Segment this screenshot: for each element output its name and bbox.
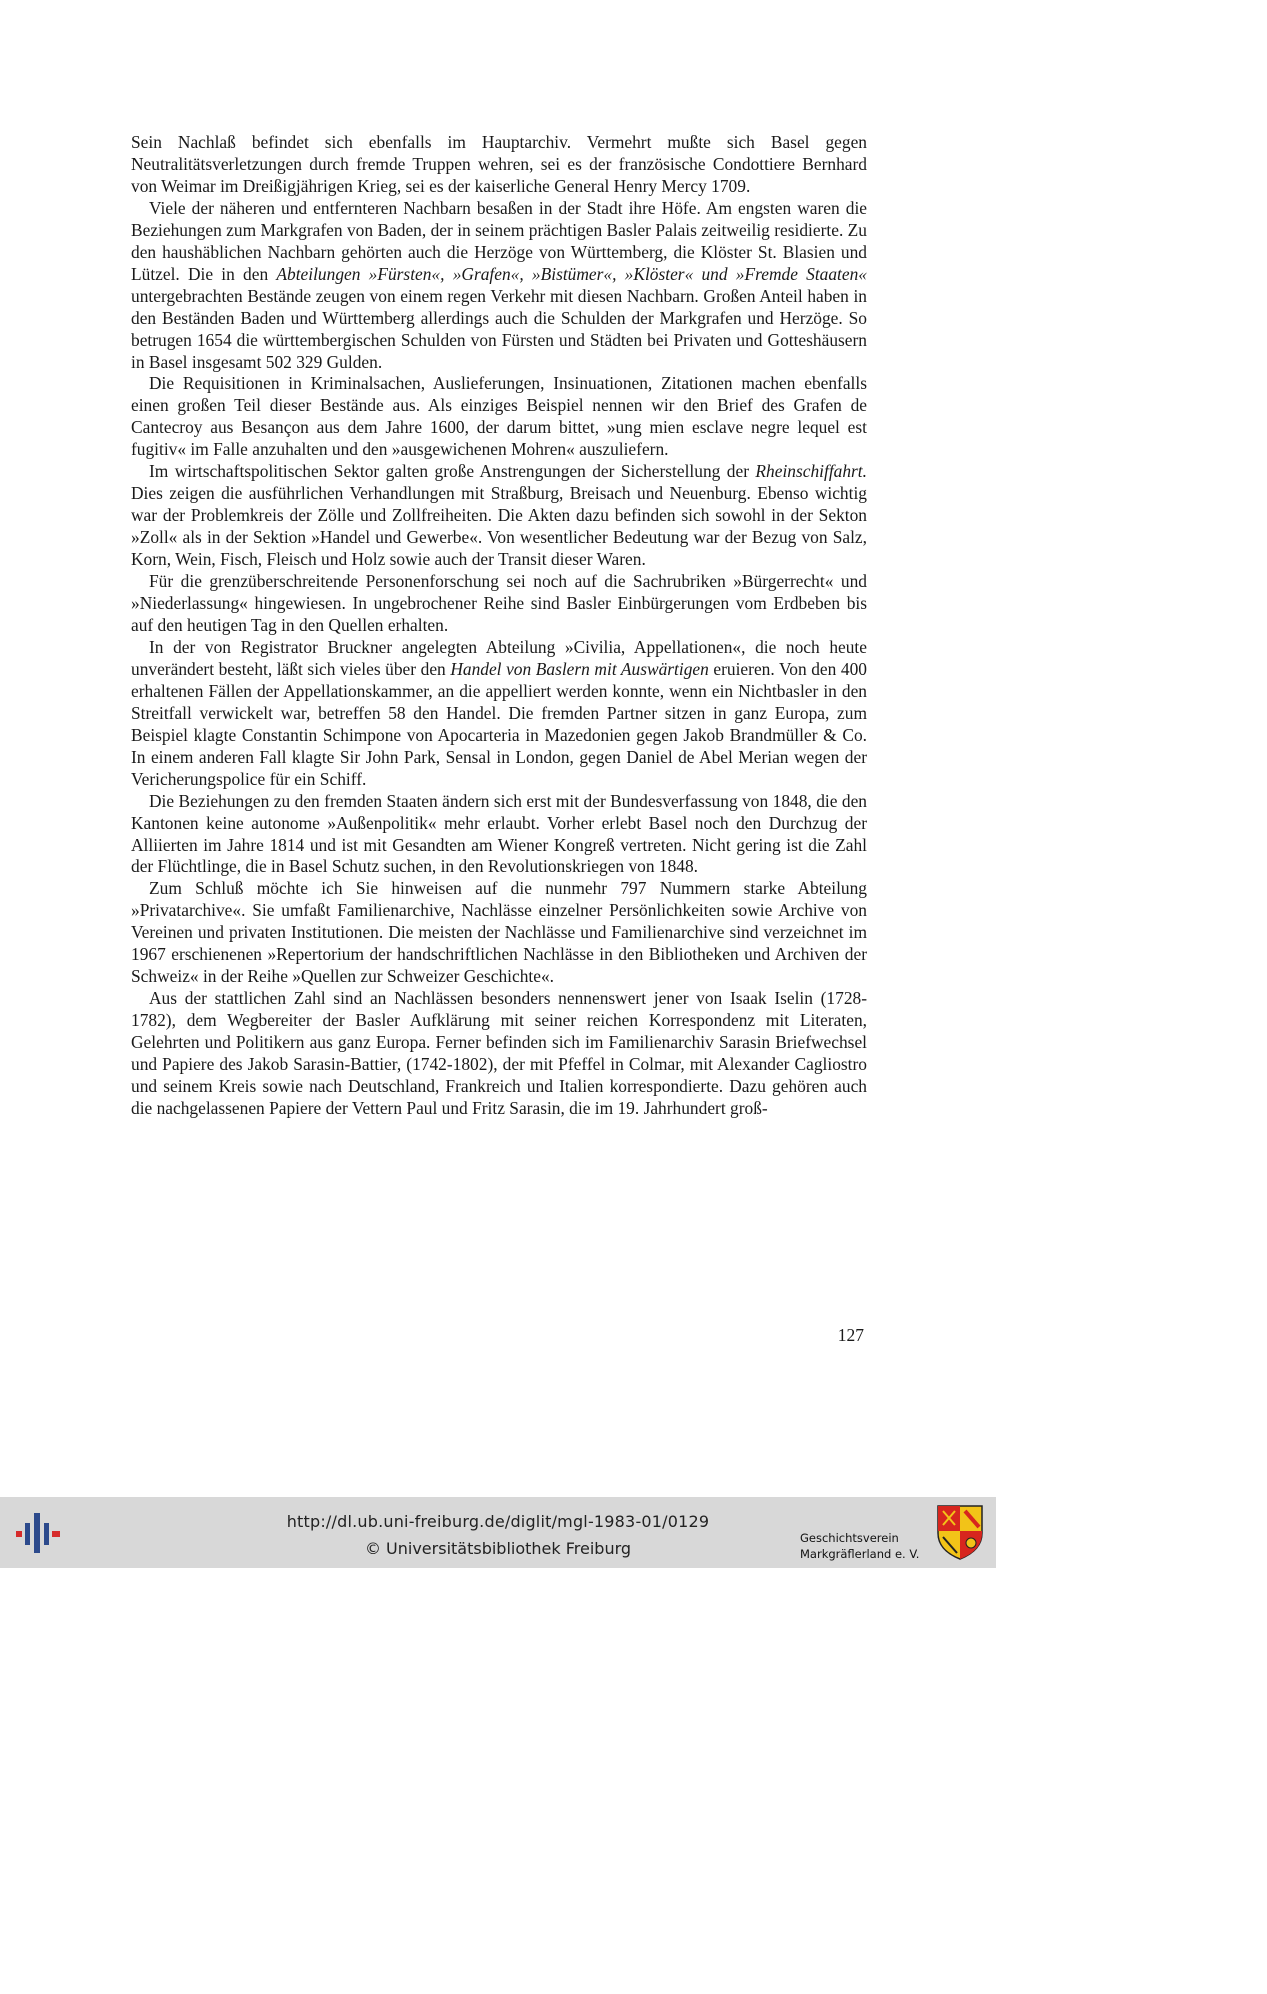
publisher-line-1: Geschichtsverein [800, 1531, 899, 1545]
italic-run: Rheinschiffahrt. [755, 461, 867, 482]
paragraph [131, 637, 867, 791]
text-run: Sein Nachlaß befindet sich ebenfalls im Hauptarchiv. Vermehrt mußte sich Basel gegen Neutralitätsverletzungen durch fremde Truppen wehren, sei es der französische Condottiere Bernhard von Weimar im Dreißigjährigen Krieg, sei es der kaiserliche General Henry Mercy 1709. [131, 132, 867, 196]
italic-run: Handel von Baslern mit Auswärtigen [450, 658, 709, 679]
text-run: Im wirtschaftspolitischen Sektor galten große Anstrengungen der Sicherstellung der [149, 461, 756, 482]
publisher-line-2: Markgräflerland e. V. [800, 1547, 920, 1561]
text-run: In der von Registrator Bruckner angelegten Abteilung »Civilia, Appellationen«, die noch heute unverändert besteht, läßt sich vieles über den [131, 636, 867, 679]
text-run: Viele der näheren und entfernteren Nachbarn besaßen in der Stadt ihre Höfe. Am engsten waren die Beziehungen zum Markgrafen von Baden, der in seinem prächtigen Basler Palais zeitweilig residierte. Zu den haushäblichen Nachbarn gehörten auch die Herzöge von Württemberg, die Klöster St. Blasien und Lützel. Die in den [131, 197, 867, 284]
paragraph [131, 198, 867, 374]
markgraeflerland-crest-icon [935, 1503, 985, 1561]
text-run: Dies zeigen die ausführlichen Verhandlungen mit Straßburg, Breisach und Neuenburg. Ebenso wichtig war der Problemkreis der Zölle und Zollfreiheiten. Die Akten dazu befinden sich sowohl in der Sekton »Zoll« als in der Sektion »Handel und Gewerbe«. Von wesentlicher Bedeutung war der Bezug von Salz, Korn, Wein, Fisch, Fleisch und Holz sowie auch der Transit dieser Waren. [131, 483, 867, 570]
text-run: Zum Schluß möchte ich Sie hinweisen auf die nunmehr 797 Nummern starke Abteilung »Privatarchive«. Sie umfaßt Familienarchive, Nachlässe einzelner Persönlichkeiten sowie Archive von Vereinen und privaten Institutionen. Die meisten der Nachlässe und Familienarchive sind verzeichnet im 1967 erschienenen »Repertorium der handschriftlichen Nachlässe in den Bibliotheken und Archiven der Schweiz« in der Reihe »Quellen zur Schweizer Geschichte«. [131, 878, 867, 987]
paragraph [131, 791, 867, 879]
text-run: eruieren. Von den 400 erhaltenen Fällen der Appellationskammer, an die appelliert werden konnte, wenn ein Nichtbasler in den Streitfall verwickelt war, betreffen 58 den Handel. Die fremden Partner sitzen in ganz Europa, zum Beispiel klagte Constantin Schimpone von Apocarteria in Mazedonien gegen Jakob Brandmüller & Co. In einem anderen Fall klagte Sir John Park, Sensal in London, gegen Daniel de Abel Merian wegen der Vericherungspolice für ein Schiff. [131, 658, 867, 789]
text-run: Die Beziehungen zu den fremden Staaten ändern sich erst mit der Bundesverfassung von 1848, die den Kantonen keine autonome »Außenpolitik« mehr erlaubt. Vorher erlebt Basel noch den Durchzug der Alliierten im Jahre 1814 und ist mit Gesandten am Wiener Kongreß vertreten. Nicht gering ist die Zahl der Flüchtlinge, die in Basel Schutz suchen, in den Revolutionskriegen von 1848. [131, 790, 867, 877]
footer-copyright: © Universitätsbibliothek Freiburg [364, 1539, 632, 1558]
paragraph [131, 571, 867, 637]
page-number: 127 [837, 1325, 864, 1345]
italic-run: Abteilungen »Fürsten«, »Grafen«, »Bistümer«, »Klöster« und »Fremde Staaten« [276, 263, 867, 284]
paragraph [131, 878, 867, 988]
footer-bar [0, 1497, 996, 1568]
body-text [131, 132, 867, 1120]
publisher-name [800, 1530, 932, 1562]
paragraph [131, 988, 867, 1120]
text-run: Die Requisitionen in Kriminalsachen, Auslieferungen, Insinuationen, Zitationen machen ebenfalls einen großen Teil dieser Bestände aus. Als einziges Beispiel nennen wir den Brief des Grafen de Cantecroy aus Besançon aus dem Jahre 1600, der darum bittet, »ung mien esclave negre lequel est fugitiv« im Falle anzuhalten und den »ausgewichenen Mohren« auszuliefern. [131, 373, 867, 460]
footer-url-link[interactable]: http://dl.ub.uni-freiburg.de/diglit/mgl-1983-01/0129 [286, 1512, 710, 1531]
paragraph [131, 132, 867, 198]
text-run: untergebrachten Bestände zeugen von einem regen Verkehr mit diesen Nachbarn. Großen Anteil haben in den Beständen Baden und Württemberg allerdings auch die Schulden der Markgrafen und Herzöge. So betrugen 1654 die württembergischen Schulden von Fürsten und Städten bei Privaten und Gotteshäusern in Basel insgesamt 502 329 Gulden. [131, 285, 867, 372]
text-run: Aus der stattlichen Zahl sind an Nachlässen besonders nennenswert jener von Isaak Iselin (1728-1782), dem Wegbereiter der Basler Aufklärung mit seiner reichen Korrespondenz mit Literaten, Gelehrten und Politikern aus ganz Europa. Ferner befinden sich im Familienarchiv Sarasin Briefwechsel und Papiere des Jakob Sarasin-Battier, (1742-1802), der mit Pfeffel in Colmar, mit Alexander Cagliostro und seinem Kreis sowie nach Deutschland, Frankreich und Italien korrespondierte. Dazu gehören auch die nachgelassenen Papiere der Vettern Paul und Fritz Sarasin, die im 19. Jahrhundert groß- [131, 988, 867, 1118]
paragraph [131, 461, 867, 571]
paragraph [131, 373, 867, 461]
text-run: Für die grenzüberschreitende Personenforschung sei noch auf die Sachrubriken »Bürgerrecht« und »Niederlassung« hingewiesen. In ungebrochener Reihe sind Basler Einbürgerungen vom Erdbeben bis auf den heutigen Tag in den Quellen erhalten. [131, 571, 867, 635]
